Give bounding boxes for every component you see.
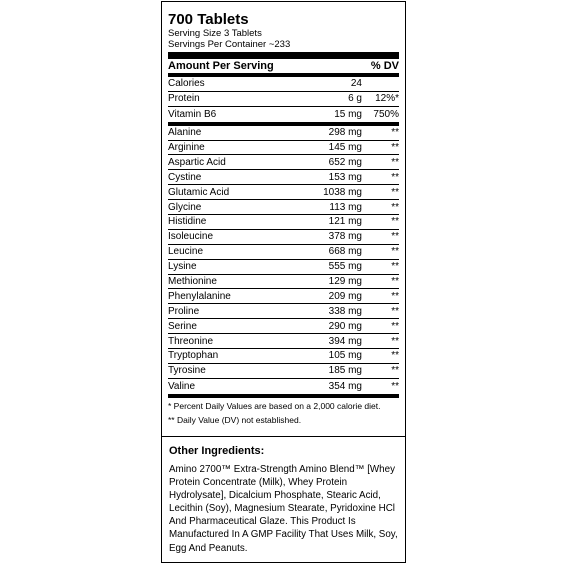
nutrient-dv: ** [391,216,399,228]
nutrient-amount: 668 mg [328,246,362,258]
nutrient-row [168,245,399,260]
nutrient-row [168,92,399,107]
nutrient-row [168,304,399,319]
nutrient-name: Tyrosine [168,365,206,377]
nutrient-dv: ** [391,380,399,392]
nutrient-dv: ** [391,142,399,153]
nutrient-row [168,77,399,92]
nutrient-dv: ** [391,305,399,317]
nutrient-amount: 121 mg [328,216,362,228]
other-ingredients-title: Other Ingredients: [169,445,265,457]
nutrient-dv: ** [391,186,399,198]
main-nutrient-list [168,77,399,122]
nutrient-dv: ** [391,127,399,139]
nutrient-amount: 24 [350,78,362,90]
nutrient-name: Serine [168,320,197,332]
supplement-facts-label [161,1,406,563]
nutrient-row [168,170,399,185]
nutrient-name: Threonine [168,335,214,347]
nutrient-dv: ** [391,171,399,183]
nutrient-name: Methionine [168,276,217,288]
nutrient-name: Histidine [168,216,207,228]
nutrient-amount: 113 mg [329,201,362,213]
nutrient-name: Leucine [168,246,204,258]
thick-divider [168,52,399,59]
nutrient-amount: 129 mg [328,276,362,288]
nutrient-name: Aspartic Acid [168,156,226,168]
nutrient-name: Phenylalanine [168,290,231,302]
nutrient-name: Glycine [168,201,202,213]
nutrient-amount: 555 mg [328,261,362,273]
nutrient-name: Vitamin B6 [168,108,217,120]
nutrient-amount: 105 mg [328,350,362,362]
nutrient-amount: 185 mg [328,365,362,377]
nutrient-name: Cystine [168,171,202,183]
nutrient-row [168,319,399,334]
other-ingredients-section [169,444,398,555]
nutrient-row [168,364,399,379]
nutrient-amount: 145 mg [328,142,362,153]
nutrient-dv: ** [391,365,399,377]
nutrient-row [168,230,399,245]
nutrient-name: Lysine [168,261,197,273]
nutrient-name: Protein [168,93,200,105]
other-ingredients-text: Amino 2700™ Extra-Strength Amino Blend™ [Whey Protein Concentrate (Milk), Whey Protein Hydrolysate], Dicalcium Phosphate, Stearic Acid, Lecithin (Soy), Magnesium Stearate, Pyridoxine HCl And Pharmaceutical Glaze. This Product Is Manufactured In A GMP Facility That Uses Milk, Soy, Egg And Peanuts. [169,464,398,554]
nutrient-row [168,126,399,141]
nutrient-dv: ** [391,276,399,288]
nutrient-row [168,200,399,215]
nutrient-row [168,349,399,364]
serving-size: Serving Size 3 Tablets [168,28,262,39]
nutrient-name: Valine [168,380,196,392]
nutrient-amount: 298 mg [328,127,362,139]
nutrient-name: Glutamic Acid [168,186,230,198]
nutrient-dv: 750% [373,108,399,120]
nutrient-dv: 12%* [375,93,399,105]
nutrient-amount: 394 mg [328,335,362,347]
nutrient-row [168,379,399,394]
nutrient-amount: 338 mg [328,305,362,317]
nutrient-amount: 1038 mg [323,186,362,198]
nutrient-row [168,260,399,275]
label-title: 700 Tablets [168,11,249,28]
footnote-dv-not-established: ** Daily Value (DV) not established. [168,414,302,425]
nutrient-row [168,275,399,290]
nutrient-name: Calories [168,78,205,90]
nutrient-amount: 290 mg [328,320,362,332]
nutrient-dv: ** [391,350,399,362]
nutrient-dv: ** [391,201,399,213]
nutrient-amount: 6 g [348,93,362,105]
nutrient-amount: 209 mg [328,290,362,302]
nutrient-dv: ** [391,246,399,258]
nutrient-dv: ** [391,231,399,243]
column-header [168,59,399,73]
servings-per-container: Servings Per Container ~233 [168,39,291,50]
footer-divider [168,394,399,398]
nutrient-row [168,185,399,200]
ingredients-divider [162,436,405,437]
amount-per-serving-header: Amount Per Serving [168,60,274,72]
footnote-percent-dv: * Percent Daily Values are based on a 2,000 calorie diet. [168,400,381,411]
nutrient-dv: ** [391,290,399,302]
nutrient-dv: ** [391,320,399,332]
nutrient-name: Isoleucine [168,231,214,243]
nutrient-row [168,215,399,230]
dv-header: % DV [370,60,399,72]
nutrient-row [168,289,399,304]
nutrient-amount: 378 mg [328,231,362,243]
nutrient-name: Tryptophan [168,350,219,362]
nutrient-amount: 652 mg [328,156,362,168]
nutrient-amount: 354 mg [328,380,362,392]
nutrient-name: Alanine [168,127,202,139]
nutrient-dv: ** [391,156,399,168]
nutrient-dv: ** [391,335,399,347]
nutrient-amount: 15 mg [334,108,362,120]
label-content [168,2,399,426]
amino-acid-list [168,126,399,394]
nutrient-row [168,155,399,170]
nutrient-amount: 153 mg [328,171,362,183]
nutrient-row [168,141,399,156]
nutrient-name: Proline [168,305,200,317]
nutrient-name: Arginine [168,142,205,153]
nutrient-row [168,334,399,349]
nutrient-dv: ** [391,261,399,273]
nutrient-row [168,107,399,122]
